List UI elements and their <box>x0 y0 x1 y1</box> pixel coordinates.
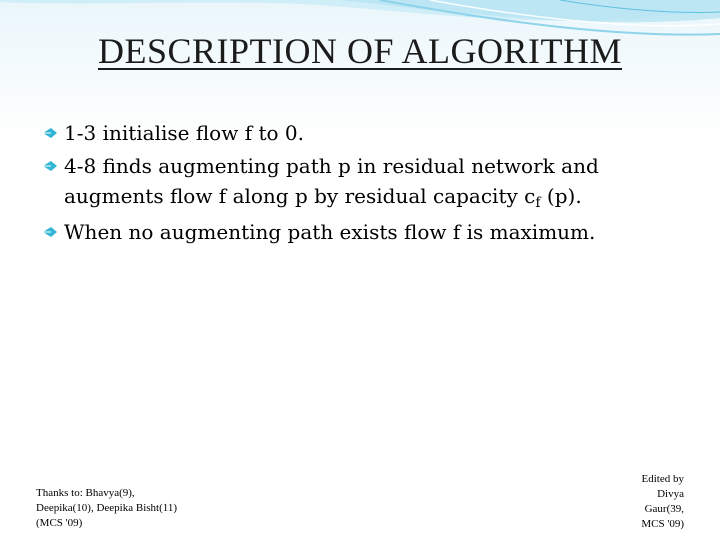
bullet-item <box>40 151 680 214</box>
footer-right-line: MCS '09) <box>641 518 684 530</box>
pen-nib-icon <box>42 127 58 139</box>
footer-right-line: Divya <box>657 488 684 500</box>
pen-nib-icon <box>42 226 58 238</box>
footer-left-line: (MCS '09) <box>36 517 83 529</box>
bullet-text: 4-8 finds augmenting path p in residual network and augments flow f along p by residual capacity c <box>64 154 599 208</box>
bullet-item <box>40 217 680 247</box>
footer-right-line: Edited by <box>641 473 684 485</box>
slide-title: DESCRIPTION OF ALGORITHM <box>97 31 623 71</box>
footer-credits-right <box>594 472 684 532</box>
bullet-text-end: (p). <box>540 184 582 208</box>
footer-right-line: Gaur(39, <box>644 503 684 515</box>
bullet-text: 1-3 initialise flow f to 0. <box>64 121 304 145</box>
footer-credits-left <box>36 486 256 531</box>
pen-nib-icon <box>42 160 58 172</box>
bullet-item <box>40 118 680 148</box>
footer-left-line: Thanks to: Bhavya(9), <box>36 487 135 499</box>
footer-left-line: Deepika(10), Deepika Bisht(11) <box>36 502 178 514</box>
bullet-text: When no augmenting path exists flow f is maximum. <box>64 220 596 244</box>
bullet-list <box>40 118 680 250</box>
subscript-f: f <box>535 195 541 211</box>
